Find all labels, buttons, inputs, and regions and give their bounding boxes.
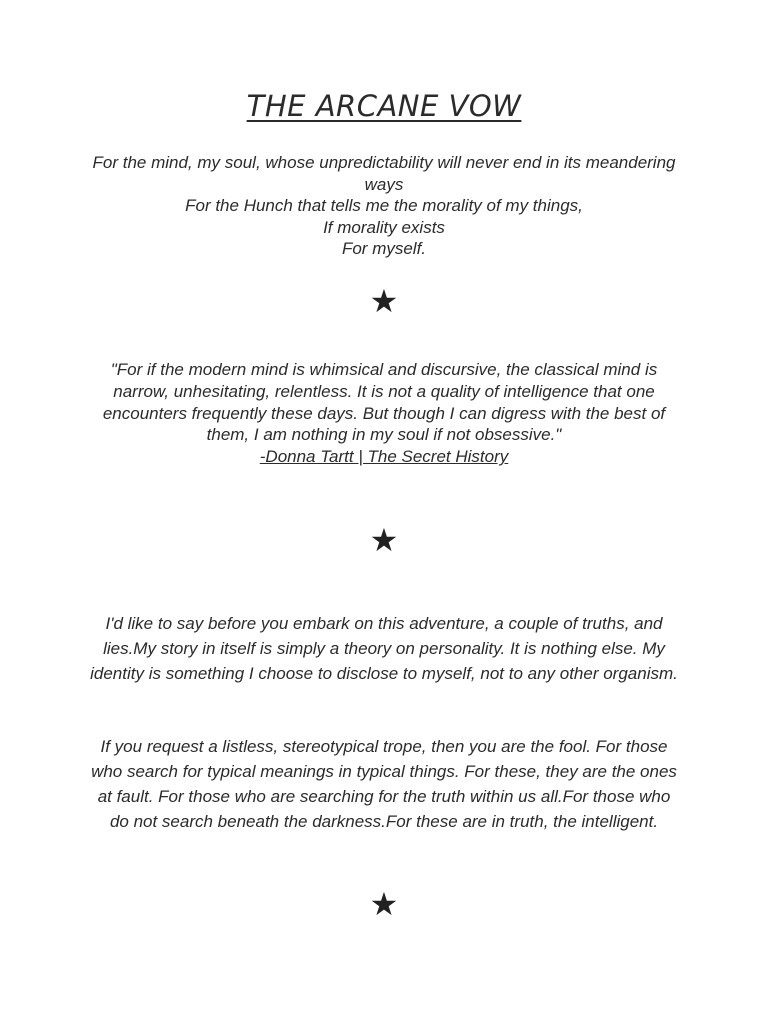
body-paragraph-fool: If you request a listless, stereotypical trope, then you are the fool. For those who search for typical meanings in typical things. For these, they are the ones at fault. For those who are searching for the truth within us all.For those who do not search beneath the darkness.For these are in truth, the intelligent. xyxy=(91,737,677,831)
dedication xyxy=(84,152,684,260)
star-icon: ★ xyxy=(369,521,399,559)
dedication-line: If morality exists xyxy=(323,217,445,237)
epigraph-attribution: -Donna Tartt | The Secret History xyxy=(259,447,509,467)
star-icon: ★ xyxy=(369,282,399,320)
page-title xyxy=(0,86,768,126)
body-paragraph-truths: I'd like to say before you embark on this adventure, a couple of truths, and lies.My story in itself is simply a theory on personality. It is nothing else. My identity is something I choose to disclose to myself, not to any other organism. xyxy=(90,614,678,683)
epigraph xyxy=(88,359,680,468)
dedication-line: For the mind, my soul, whose unpredictability will never end in its meandering ways xyxy=(92,153,676,194)
page-title-text: THE ARCANE VOW xyxy=(246,89,522,123)
dedication-line: For myself. xyxy=(341,239,427,259)
star-icon: ★ xyxy=(369,885,399,923)
dedication-line: For the Hunch that tells me the morality of my things, xyxy=(185,196,583,216)
epigraph-quote: "For if the modern mind is whimsical and discursive, the classical mind is narrow, unhesitating, relentless. It is not a quality of intelligence that one encounters frequently these days. But though I can digress with the best of them, I am nothing in my soul if not obsessive." xyxy=(102,360,666,445)
